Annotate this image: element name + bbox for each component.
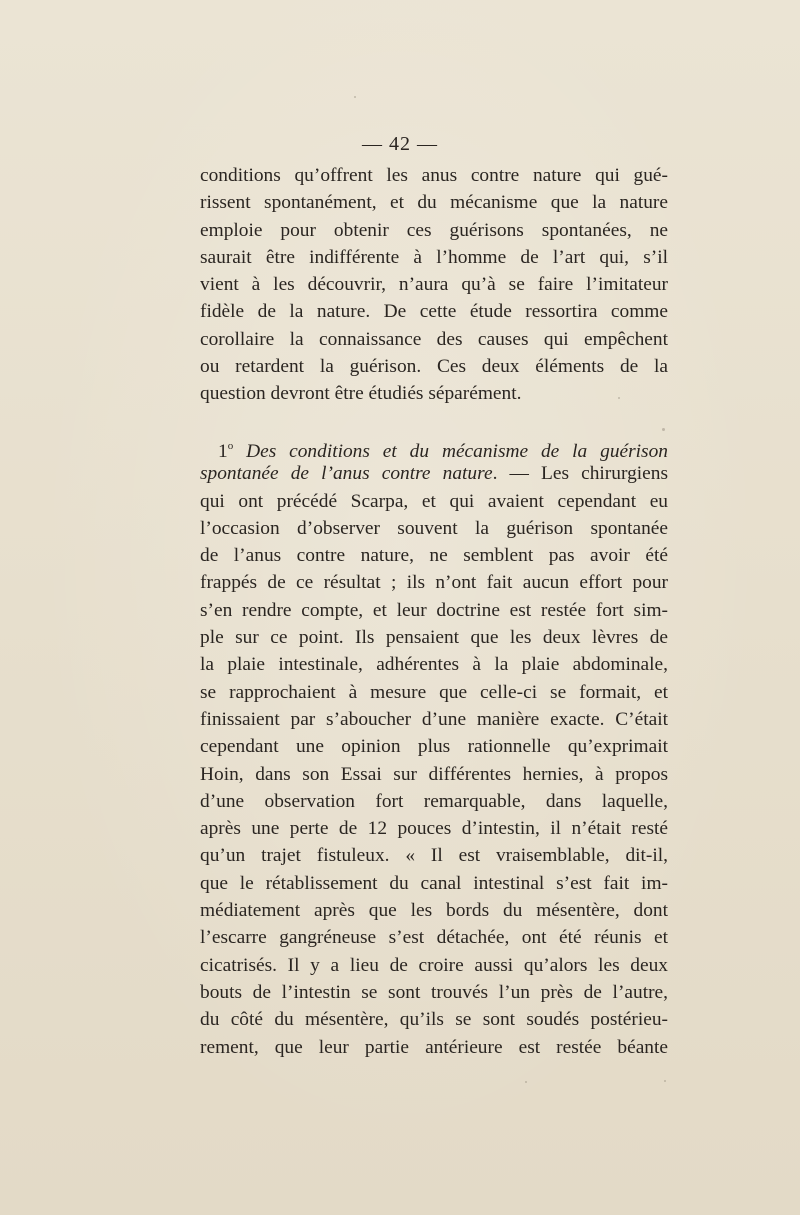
text-line: cicatrisés. Il y a lieu de croire aussi qu’alors les deux: [200, 954, 668, 976]
text-line: vient à les découvrir, n’aura qu’à se faire l’imitateur: [200, 274, 668, 296]
paragraph-2: [200, 433, 668, 1061]
paper-speck: [618, 397, 620, 399]
text-line: médiatement après que les bords du mésentère, dont: [200, 900, 668, 922]
text-line: après une perte de 12 pouces d’intestin, il n’était resté: [200, 818, 668, 840]
text-line: ple sur ce point. Ils pensaient que les deux lèvres de: [200, 627, 668, 649]
text-line: qui ont précédé Scarpa, et qui avaient cependant eu: [200, 490, 668, 512]
text-line: frappés de ce résultat ; ils n’ont fait aucun effort pour: [200, 572, 668, 594]
paragraph-1: [200, 162, 668, 408]
paper-speck: [525, 1081, 527, 1083]
section-heading-italic-2: spontanée de l’anus contre nature: [200, 463, 493, 485]
text-line: s’en rendre compte, et leur doctrine est restée fort sim-: [200, 599, 668, 621]
text-line: saurait être indifférente à l’homme de l’art qui, s’il: [200, 246, 668, 268]
text-line: conditions qu’offrent les anus contre nature qui gué-: [200, 165, 668, 186]
text-line: d’une observation fort remarquable, dans laquelle,: [200, 790, 668, 812]
text-line: cependant une opinion plus rationnelle qu’exprimait: [200, 736, 668, 758]
text-line: fidèle de la nature. De cette étude ressortira comme: [200, 301, 668, 323]
text-line: rement, que leur partie antérieure est restée béante: [200, 1036, 668, 1058]
text-line: ou retardent la guérison. Ces deux éléments de la: [200, 356, 668, 378]
section-heading-line: [200, 433, 668, 460]
text-line: de l’anus contre nature, ne semblent pas avoir été: [200, 545, 668, 567]
text-line: Hoin, dans son Essai sur différentes hernies, à propos: [200, 763, 668, 785]
text-line: bouts de l’intestin se sont trouvés l’un près de l’autre,: [200, 981, 668, 1003]
section-heading-line-2: [200, 460, 668, 487]
text-line: finissaient par s’aboucher d’une manière exacte. C’était: [200, 708, 668, 730]
text-line: que le rétablissement du canal intestinal s’est fait im-: [200, 872, 668, 894]
text-line: se rapprochaient à mesure que celle-ci se formait, et: [200, 681, 668, 703]
text-line: la plaie intestinale, adhérentes à la plaie abdominale,: [200, 654, 668, 676]
text-line: rissent spontanément, et du mécanisme que la nature: [200, 192, 668, 214]
text-line: question devront être étudiés séparément.: [200, 383, 522, 405]
paper-speck: [354, 96, 356, 98]
text-line: corollaire la connaissance des causes qui empêchent: [200, 328, 668, 350]
text-line: l’occasion d’observer souvent la guérison spontanée: [200, 517, 668, 539]
section-number: 1$^o$: [218, 440, 234, 462]
text-line: emploie pour obtenir ces guérisons spontanées, ne: [200, 219, 668, 241]
text-line: du côté du mésentère, qu’ils se sont soudés postérieu-: [200, 1009, 668, 1031]
text-line: l’escarre gangréneuse s’est détachée, ont été réunis et: [200, 927, 668, 949]
paper-speck: [662, 428, 665, 431]
paper-speck: [664, 1080, 666, 1082]
text-line: qu’un trajet fistuleux. « Il est vraisemblable, dit-il,: [200, 845, 668, 867]
section-heading-continuation: . — Les chirurgiens: [492, 463, 668, 485]
section-heading-italic: Des conditions et du mécanisme de la guérison: [246, 441, 668, 462]
page-number: — 42 —: [362, 133, 438, 155]
